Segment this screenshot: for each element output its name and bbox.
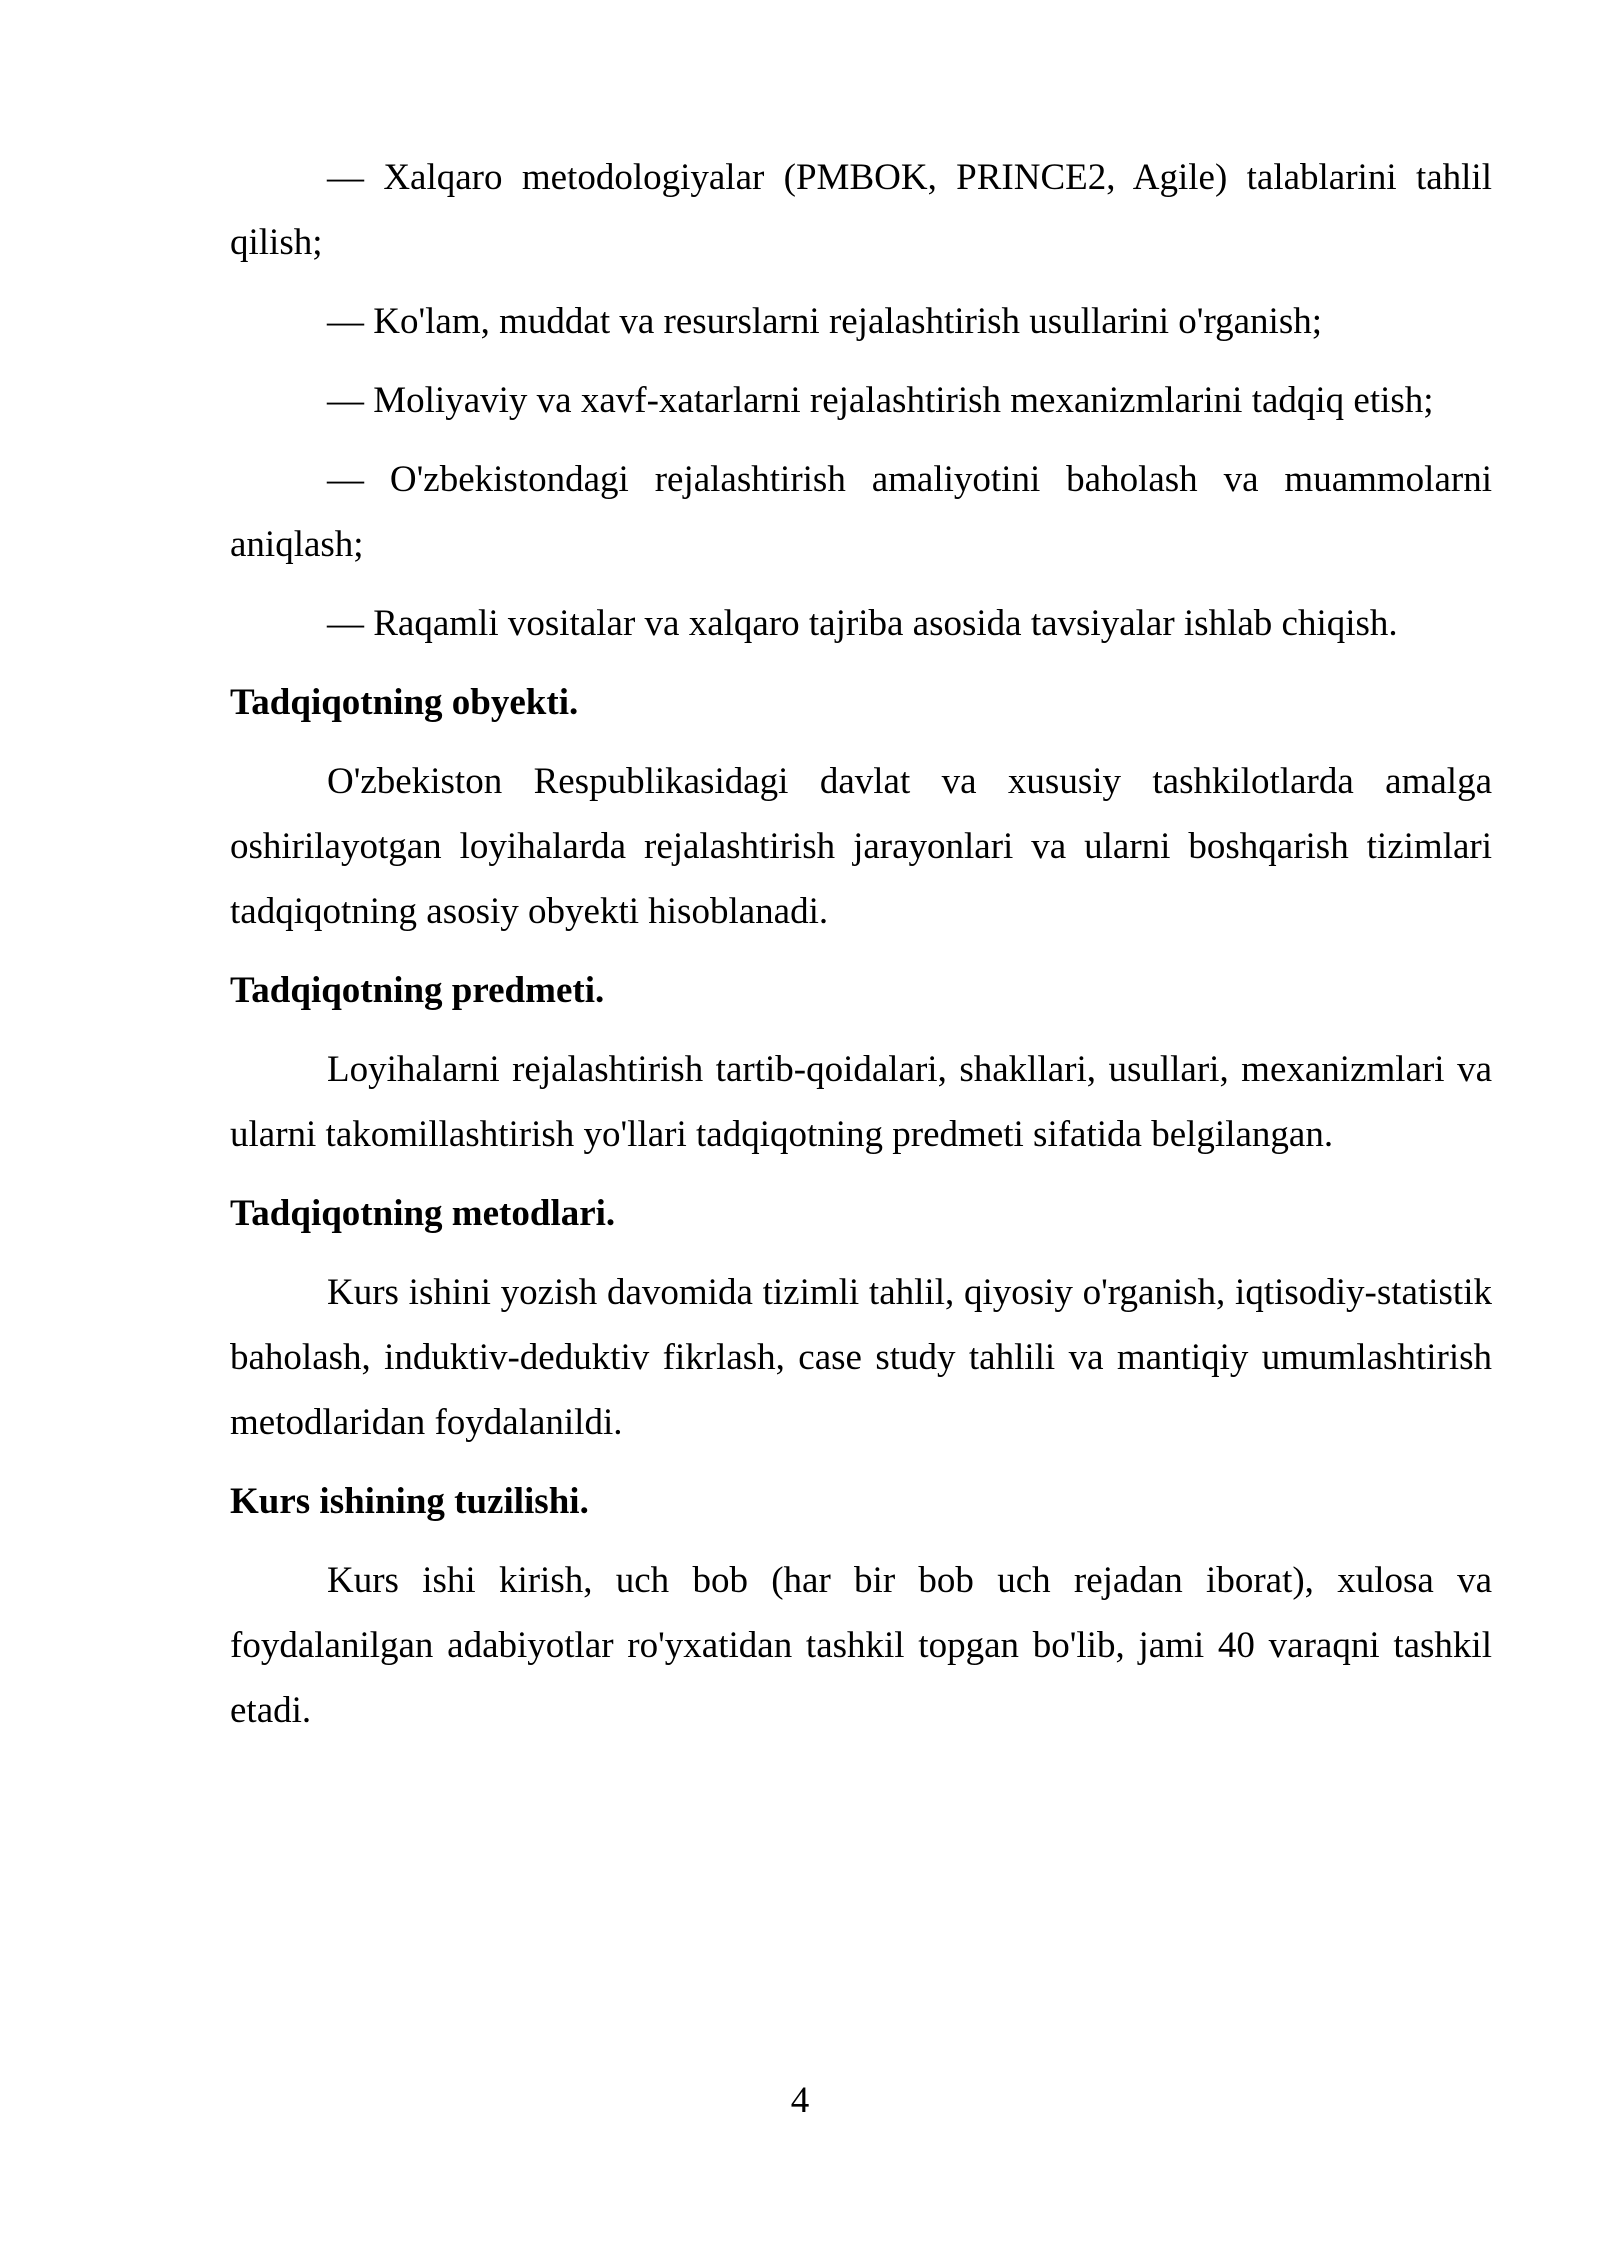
section-body-subject: Loyihalarni rejalashtirish tartib-qoidalari, shakllari, usullari, mexanizmlari va ularni takomillashtirish yo'llari tadqiqotning predmeti sifatida belgilangan. <box>230 1049 1492 1155</box>
list-item: — Moliyaviy va xavf-xatarlarni rejalashtirish mexanizmlarini tadqiq etish; <box>327 380 1434 421</box>
section-heading-structure: Kurs ishining tuzilishi. <box>230 1481 589 1522</box>
page-content <box>230 145 1492 1757</box>
section-body-methods: Kurs ishini yozish davomida tizimli tahlil, qiyosiy o'rganish, iqtisodiy-statistik baholash, induktiv-deduktiv fikrlash, case study tahlili va mantiqiy umumlashtirish metodlaridan foydalanildi. <box>230 1272 1492 1443</box>
section-body-structure: Kurs ishi kirish, uch bob (har bir bob uch rejadan iborat), xulosa va foydalanilgan adabiyotlar ro'yxatidan tashkil topgan bo'lib, jami 40 varaqni tashkil etadi. <box>230 1560 1492 1731</box>
page-number: 4 <box>790 2080 810 2121</box>
list-item: — Xalqaro metodologiyalar (PMBOK, PRINCE2, Agile) talablarini tahlil qilish; <box>230 157 1492 263</box>
section-heading-methods: Tadqiqotning metodlari. <box>230 1193 616 1234</box>
section-heading-object: Tadqiqotning obyekti. <box>230 682 579 723</box>
list-item: — O'zbekistondagi rejalashtirish amaliyotini baholash va muammolarni aniqlash; <box>230 459 1492 565</box>
list-item: — Ko'lam, muddat va resurslarni rejalashtirish usullarini o'rganish; <box>327 301 1323 342</box>
section-heading-subject: Tadqiqotning predmeti. <box>230 970 605 1011</box>
section-body-object: O'zbekiston Respublikasidagi davlat va xususiy tashkilotlarda amalga oshirilayotgan loyihalarda rejalashtirish jarayonlari va ularni boshqarish tizimlari tadqiqotning asosiy obyekti hisoblanadi. <box>230 761 1492 932</box>
list-item: — Raqamli vositalar va xalqaro tajriba asosida tavsiyalar ishlab chiqish. <box>327 603 1398 644</box>
